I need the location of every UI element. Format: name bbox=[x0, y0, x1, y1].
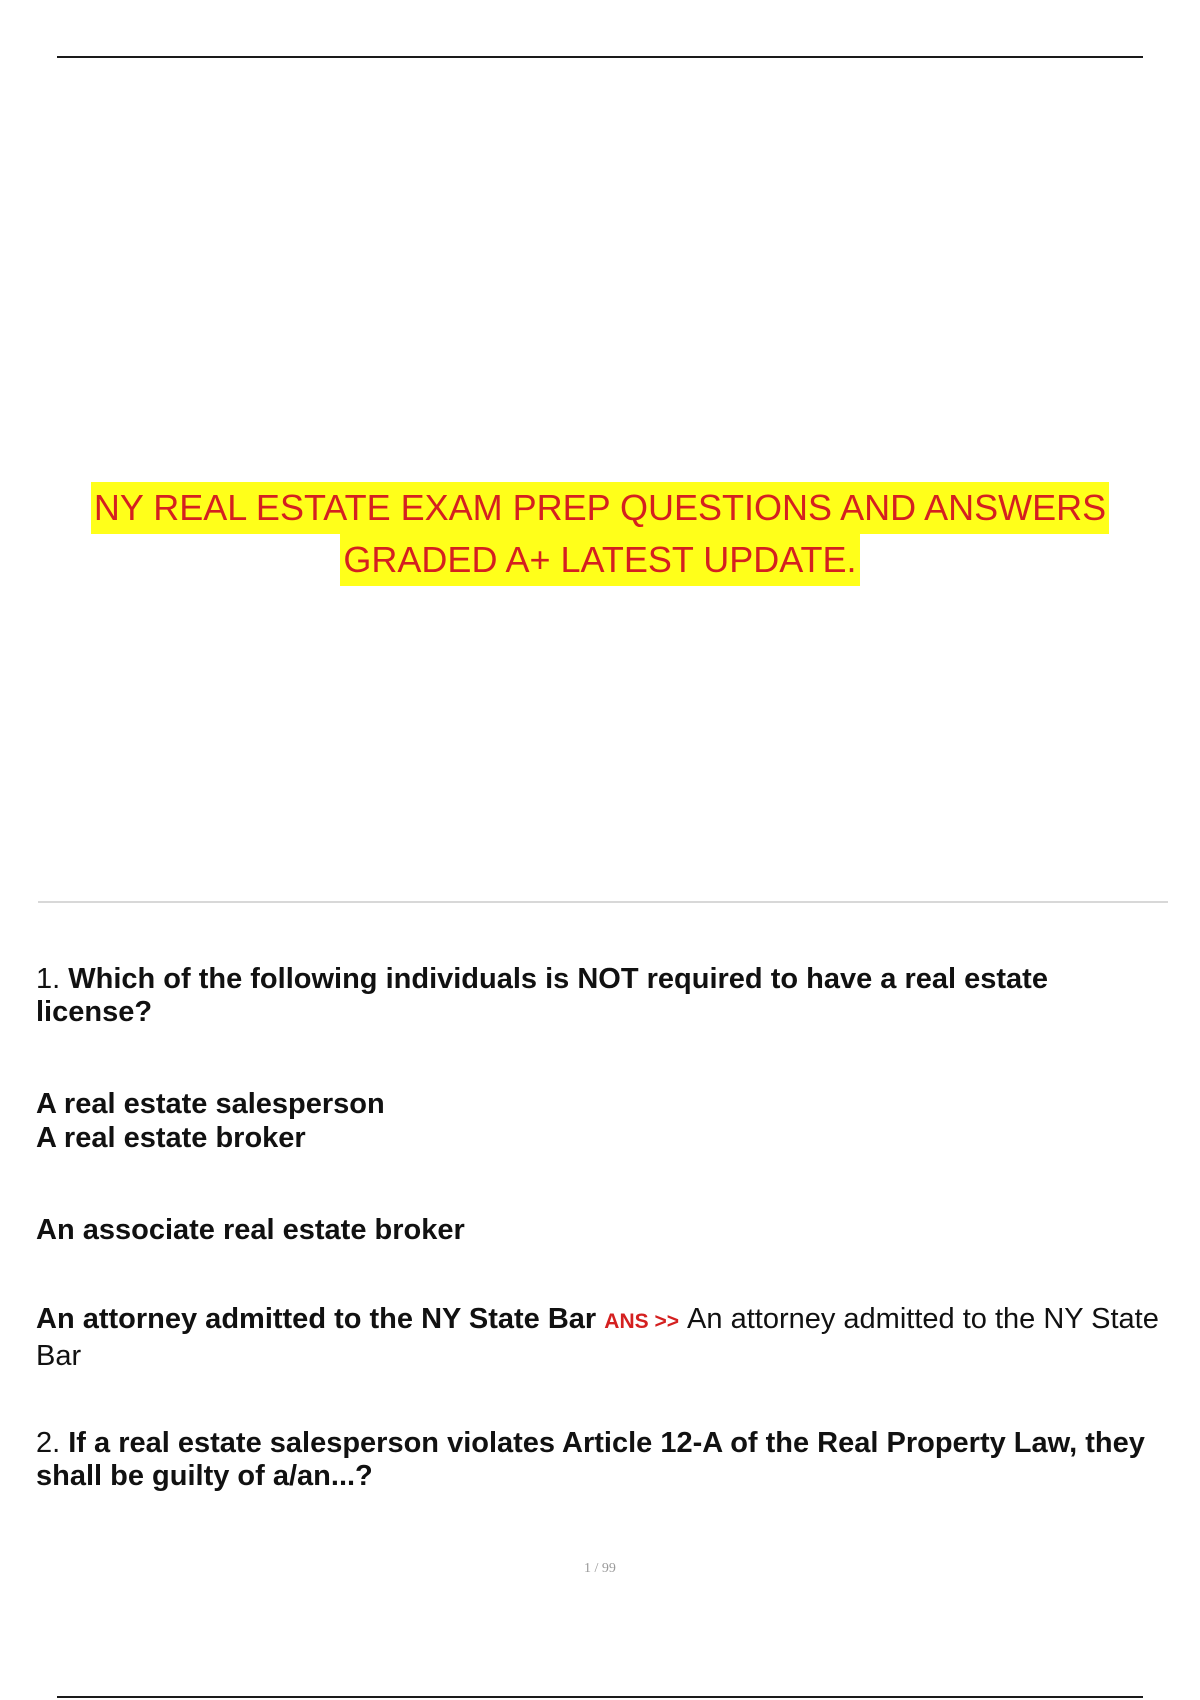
bottom-rule bbox=[57, 1696, 1143, 1698]
section-divider bbox=[38, 901, 1168, 903]
option-1: A real estate salesperson bbox=[36, 1088, 385, 1120]
question-text: If a real estate salesperson violates Article 12-A of the Real Property Law, they shall be guilty of a/an...? bbox=[36, 1427, 1145, 1492]
page-number: 1 / 99 bbox=[584, 1561, 616, 1576]
top-rule bbox=[57, 56, 1143, 58]
question-text: Which of the following individuals is NOT required to have a real estate license? bbox=[36, 963, 1048, 1028]
answer-tag: ANS >> bbox=[604, 1310, 679, 1333]
question-1 bbox=[36, 963, 1166, 1029]
question-1-options-group-1 bbox=[36, 1087, 1166, 1155]
title-line-1: NY REAL ESTATE EXAM PREP QUESTIONS AND ANSWERS bbox=[91, 482, 1109, 534]
title-line-2: GRADED A+ LATEST UPDATE. bbox=[340, 534, 859, 586]
question-number: 1. bbox=[36, 963, 61, 995]
option-3: An associate real estate broker bbox=[36, 1214, 465, 1246]
option-2: A real estate broker bbox=[36, 1122, 306, 1154]
question-2 bbox=[36, 1427, 1166, 1493]
question-number: 2. bbox=[36, 1427, 61, 1459]
question-1-answer-block bbox=[36, 1302, 1166, 1373]
answer-text: An attorney admitted to the NY State Bar bbox=[36, 1303, 1159, 1372]
option-4: An attorney admitted to the NY State Bar bbox=[36, 1303, 597, 1335]
document-title bbox=[0, 482, 1200, 586]
question-1-options-group-2 bbox=[36, 1213, 1166, 1247]
